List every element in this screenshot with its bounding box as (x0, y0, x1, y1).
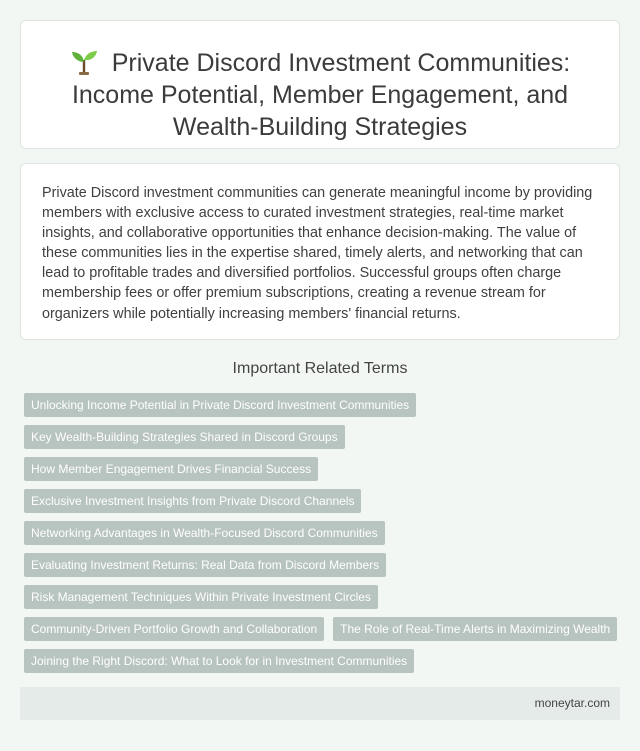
term-row (24, 617, 624, 649)
footer-site-link[interactable]: moneytar.com (534, 696, 610, 710)
related-terms-heading: Important Related Terms (232, 360, 408, 377)
term-row (24, 553, 624, 585)
term-row (24, 521, 624, 553)
term-tag[interactable]: Networking Advantages in Wealth-Focused Discord Communities (24, 521, 385, 545)
page-title (41, 47, 599, 143)
intro-paragraph: Private Discord investment communities can generate meaningful income by providing members with exclusive access to curated investment strategies, real-time market insights, and collaborative opportunities that enhance decision-making. The value of these communities lies in the expertise shared, timely alerts, and networking that can lead to profitable trades and diversified portfolios. Successful groups often charge membership fees or offer premium subscriptions, creating a revenue stream for organizers while potentially increasing members' financial returns. (42, 185, 593, 322)
term-tag[interactable]: Key Wealth-Building Strategies Shared in Discord Groups (24, 425, 345, 449)
term-row (24, 425, 624, 457)
term-tag[interactable]: How Member Engagement Drives Financial Success (24, 457, 318, 481)
page-title-text: Private Discord Investment Communities: Income Potential, Member Engagement, and Wealth-Building Strategies (71, 49, 571, 141)
sprout-icon (70, 49, 98, 75)
intro-card (20, 163, 620, 340)
term-tag[interactable]: The Role of Real-Time Alerts in Maximizing Wealth (333, 617, 617, 641)
term-tag[interactable]: Risk Management Techniques Within Private Investment Circles (24, 585, 378, 609)
term-tag[interactable]: Community-Driven Portfolio Growth and Collaboration (24, 617, 324, 641)
term-tag[interactable]: Evaluating Investment Returns: Real Data from Discord Members (24, 553, 386, 577)
term-tag[interactable]: Exclusive Investment Insights from Private Discord Channels (24, 489, 361, 513)
term-row (24, 393, 624, 425)
term-tag[interactable]: Unlocking Income Potential in Private Discord Investment Communities (24, 393, 416, 417)
footer (20, 687, 620, 720)
term-row (24, 457, 624, 489)
term-row (24, 649, 624, 681)
title-card (20, 20, 620, 149)
related-terms-list (24, 393, 624, 681)
term-tag[interactable]: Joining the Right Discord: What to Look for in Investment Communities (24, 649, 414, 673)
term-row (24, 489, 624, 521)
term-row (24, 585, 624, 617)
